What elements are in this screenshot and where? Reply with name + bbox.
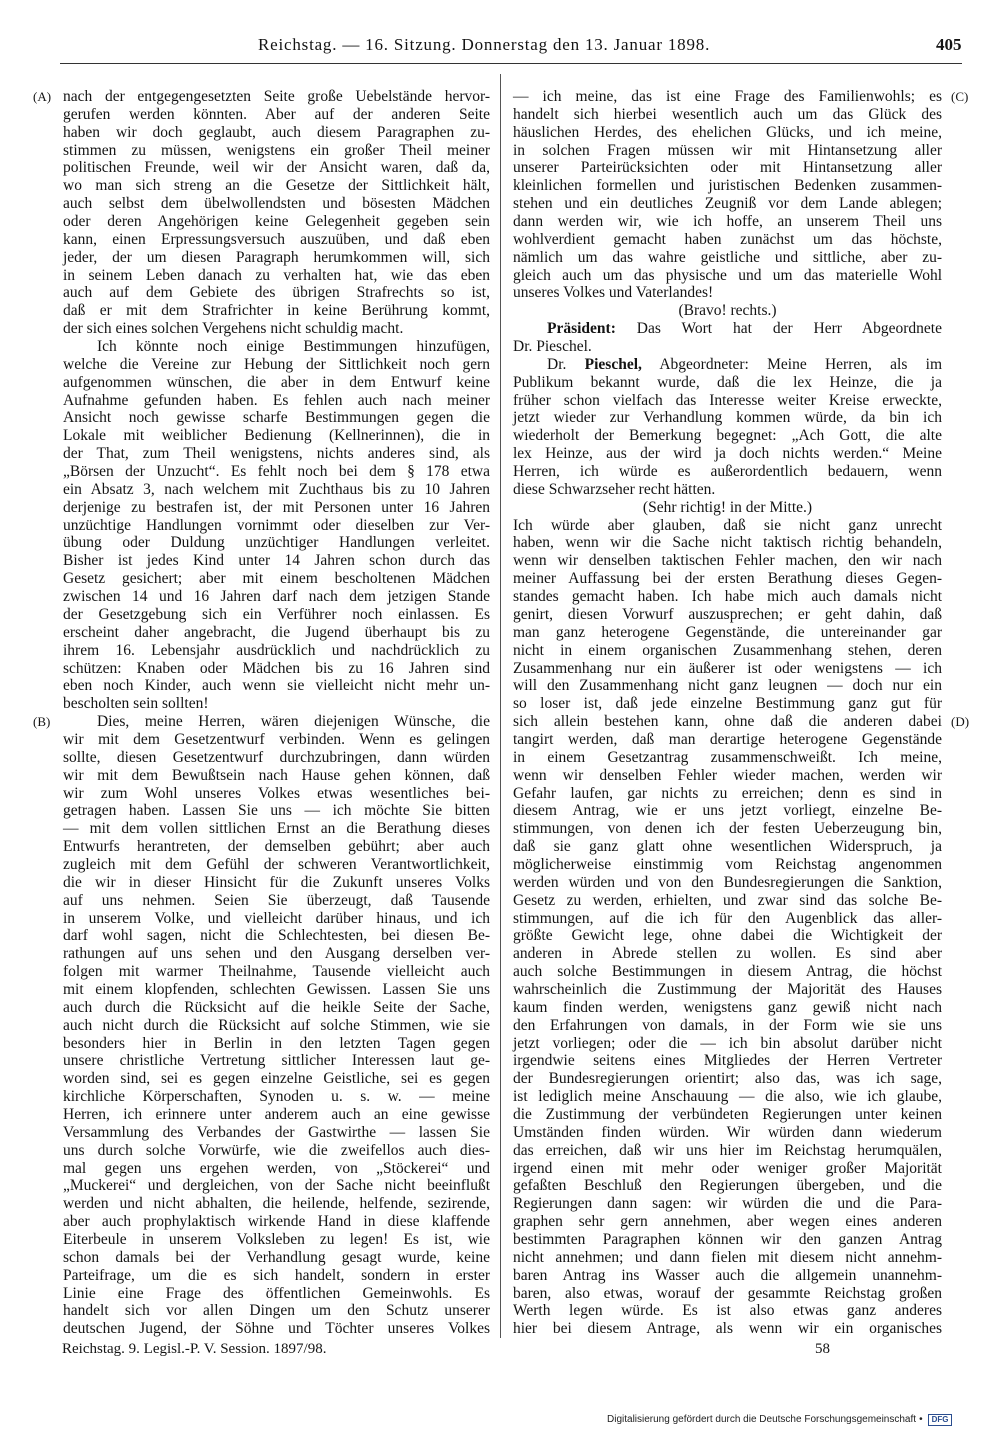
text-line: so loser ist, daß jede einzelne Bestimmung ganz gut für xyxy=(513,695,942,713)
text-line: wir zum Wohl unseres Volkes etwas wesentliches bei- xyxy=(63,784,490,802)
speech-text: Das Wort hat der Herr Abgeordnete xyxy=(636,320,942,338)
text-line: werden würden und von den Bundesregierungen die Sanktion, xyxy=(513,873,942,891)
speaker-name: Pieschel, xyxy=(584,355,642,373)
text-line: wenn wir denselben Fehler wieder machen, werden wir xyxy=(513,766,942,784)
text-line: jeder, der um diesen Paragraph herumkommen will, sich xyxy=(63,248,490,266)
text-line: diesem Antrag, wie er uns jetzt vorliegt, einzelne Be- xyxy=(513,802,942,820)
credit-separator: • xyxy=(919,1414,923,1425)
text-line: stimmungen, von denen ich der festen Ueberzeugung bin, xyxy=(513,820,942,838)
text-line: eben noch Kinder, auch wenn sie vielleicht nicht mehr un- xyxy=(63,677,490,695)
text-line: kann, einen Erpressungsversuch auszuüben, und daß eben xyxy=(63,230,490,248)
text-line: haben, wenn wir die Sache nicht taktisch richtig behandeln, xyxy=(513,534,942,552)
text-line: Gesetz gesichert; aber mit einem bescholtenen Mädchen xyxy=(63,570,490,588)
text-line: Werth legen würde. Es ist also etwas ganz anderes xyxy=(513,1302,942,1320)
text-line: Linie eine Frage des öffentlichen Gemeinwohls. Es xyxy=(63,1284,490,1302)
text-line: werden und nicht abhalten, die heilende, helfende, sezirende, xyxy=(63,1195,490,1213)
text-line: — ich meine, das ist eine Frage des Familienwohls; es xyxy=(513,88,942,105)
text-line: wir mit dem Bewußtsein nach Hause gehen können, daß xyxy=(63,766,490,784)
text-line xyxy=(513,320,942,338)
text-line: häuslichen Herdes, des ehelichen Glücks, und ich meine, xyxy=(513,123,942,141)
text-line: mit einem klopfenden, schlechten Gewissen. Lassen Sie uns xyxy=(63,980,490,998)
text-line: aber auch prophylaktisch wirkende Hand in diese klaffende xyxy=(63,1213,490,1231)
text-line: Ich könnte noch einige Bestimmungen hinzufügen, xyxy=(97,338,490,356)
text-line: der Gesetzgebung sich ein Verführer noch einlassen. Es xyxy=(63,605,490,623)
text-line: gefaßten Beschluß den Regierungen übergeben, und die xyxy=(513,1177,942,1195)
text-line: man ganz heterogene Gegenstände, die untereinander gar xyxy=(513,623,942,641)
text-line xyxy=(513,356,942,374)
interjection: (Sehr richtig! in der Mitte.) xyxy=(642,498,813,516)
text-line: wenn wir denselben taktischen Fehler machen, den wir nach xyxy=(513,552,942,570)
text-line: deutschen Jugend, der Söhne und Töchter unseres Volkes xyxy=(63,1320,490,1338)
text-line: der sich eines solchen Vergehens nicht schuldig macht. xyxy=(63,320,404,338)
text-line: Lokale mit weiblicher Bedienung (Kellnerinnen), die in xyxy=(63,427,490,445)
text-line: lex Heinze, aus der wird ja doch nichts werden.“ Meine xyxy=(513,445,942,463)
column-divider xyxy=(500,74,501,1338)
text-line: zugleich mit dem Gefühl der schweren Verantwortlichkeit, xyxy=(63,855,490,873)
digitization-credit xyxy=(607,1413,952,1427)
text-line: politischen Freunde, weil wir der Ansicht waren, daß da, xyxy=(63,159,490,177)
text-line: kirchliche Körperschaften, Synoden u. s. w. — meine xyxy=(63,1088,490,1106)
text-line: wohlverdient gemacht haben zunächst um das höchste, xyxy=(513,230,942,248)
text-line: in seinem Leben danach zu verhalten hat, wie das eben xyxy=(63,266,490,284)
text-line: schützen: Knaben oder Mädchen bis zu 16 Jahren sind xyxy=(63,659,490,677)
speech-text: Abgeordneter: Meine Herren, als im xyxy=(659,355,942,373)
text-line: oder deren Angehörigen keine Gelegenheit gegeben sein xyxy=(63,213,490,231)
right-column xyxy=(513,88,942,1338)
text-line: unzüchtige Handlungen vornimmt oder dieselben zur Ver- xyxy=(63,516,490,534)
text-line: die Zustimmung der verbündeten Regierungen unter keinen xyxy=(513,1105,942,1123)
footer-sheet-number: 58 xyxy=(815,1341,830,1357)
text-line: baren Antrag ins Wasser auch die allgemein unannehm- xyxy=(513,1266,942,1284)
text-line: stimmungen, auf die ich für den Augenblick das aller- xyxy=(513,909,942,927)
text-line: in unserem Volke, und vielleicht darüber hinaus, und ich xyxy=(63,909,490,927)
text-line: Aufnahme gefunden haben. Es fehlen auch nach meiner xyxy=(63,391,490,409)
text-line: stimmen zu müssen, wenigstens ein großer Theil meiner xyxy=(63,141,490,159)
text-line: auf uns nehmen. Seien Sie überzeugt, daß Tausende xyxy=(63,891,490,909)
text-line: der That, zum Theil wenigstens, nichts anderes sind, als xyxy=(63,445,490,463)
text-line: unserer Parteirücksichten oder mit Hintansetzung aller xyxy=(513,159,942,177)
text-line: — mit dem vollen sittlichen Ernst an die Berathung dieses xyxy=(63,820,490,838)
text-line: daß er mit dem Strafrichter in keine Berührung kommt, xyxy=(63,302,490,320)
text-line: der Bundesregierungen orientirt; also das, was ich sage, xyxy=(513,1070,942,1088)
text-line: meiner Auffassung bei der ersten Berathung dieses Gegen- xyxy=(513,570,942,588)
text-line: „Muckerei“ und dergleichen, von der Sache nicht beeinflußt xyxy=(63,1177,490,1195)
text-line: rathungen auf uns sehen und den Ausgang derselben ver- xyxy=(63,945,490,963)
text-line: kleinlichen formellen und juristischen Bedenken zusammen- xyxy=(513,177,942,195)
text-line: Dr. Pieschel. xyxy=(513,338,592,356)
text-line: übung oder Duldung unzüchtiger Handlungen verleitet. xyxy=(63,534,490,552)
text-line: tangirt werden, daß man derartige heterogene Gegenstände xyxy=(513,730,942,748)
text-line: Parteifrage, um die es sich handelt, sondern in erster xyxy=(63,1266,490,1284)
text-line: ihrem 16. Lebensjahr ausdrücklich und nachdrücklich zu xyxy=(63,641,490,659)
text-line: daß sie ganz glatt ohne wesentlichen Widerspruch, ja xyxy=(513,838,942,856)
margin-marker-b: (B) xyxy=(33,714,51,729)
text-line: Herren, ich erinnere unter anderem auch an eine gewisse xyxy=(63,1105,490,1123)
text-line: worden sind, sei es gegen einzelne Geistliche, sei es gegen xyxy=(63,1070,490,1088)
text-line: auch auf dem Gebiete des übrigen Strafrechts so ist, xyxy=(63,284,490,302)
text-line: schon damals bei der Verhandlung gesagt wurde, keine xyxy=(63,1248,490,1266)
text-line: ist lediglich meine Anschauung — die also, wie ich glaube, xyxy=(513,1088,942,1106)
text-line: sollte, diesen Gesetzentwurf durchzubringen, dann würden xyxy=(63,748,490,766)
text-line: „Börsen der Unzucht“. Es fehlt noch bei dem § 178 etwa xyxy=(63,463,490,481)
footer-session: Reichstag. 9. Legisl.-P. V. Session. 1897/98. xyxy=(62,1341,327,1357)
text-line: möglicherweise einstimmig vom Reichstag angenommen xyxy=(513,855,942,873)
text-line: haben wir doch geglaubt, auch diesem Paragraphen zu- xyxy=(63,123,490,141)
text-line: Zusammenhang nur ein äußerer ist oder wenigstens — ich xyxy=(513,659,942,677)
text-line: unseres Volkes und Vaterlandes! xyxy=(513,284,714,302)
text-line: handelt sich vor allen Dingen um den Schutz unserer xyxy=(63,1302,490,1320)
text-line: ein Absatz 3, nach welchem mit Zuchthaus bis zu 10 Jahren xyxy=(63,480,490,498)
text-line: Publikum bekannt wurde, daß die lex Heinze, die ja xyxy=(513,373,942,391)
text-line: mal gegen uns ergehen werden, von „Stöckerei“ und xyxy=(63,1159,490,1177)
text-line: Versammlung des Verbandes der Gastwirthe — lassen Sie xyxy=(63,1123,490,1141)
text-line: Gesetz zu werden, erhielten, und zwar sind das solche Be- xyxy=(513,891,942,909)
text-line: auch solche Bestimmungen in diesem Antrag, die höchst xyxy=(513,963,942,981)
text-line: dann werden wir, wie ich hoffe, an unserem Theil uns xyxy=(513,213,942,231)
speaker-title: Dr. xyxy=(547,355,567,373)
text-line: handelt sich hierbei wesentlich auch um das Glück des xyxy=(513,105,942,123)
text-line: bestimmten Paragraphen können wir den ganzen Antrag xyxy=(513,1231,942,1248)
text-line: Umständen finden würden. Wir würden dann wiederum xyxy=(513,1123,942,1141)
text-line: auch nicht durch die Rücksicht auf solche Stimmen, wie sie xyxy=(63,1016,490,1034)
text-line: früher schon vielfach das Interesse weiter Kreise erweckte, xyxy=(513,391,942,409)
text-line: anderen in Abrede stellen zu wollen. Es sind aber xyxy=(513,945,942,963)
header-rule xyxy=(60,63,962,64)
text-line: graphen sehr gern annehmen, aber wegen eines anderen xyxy=(513,1213,942,1231)
margin-marker-c: (C) xyxy=(951,89,969,104)
text-line: Eiterbeule in unserem Volksleben zu legen! Es ist, wie xyxy=(63,1231,490,1248)
text-line: Dies, meine Herren, wären diejenigen Wünsche, die xyxy=(97,713,490,731)
text-line: Entwurfs herantreten, der demselben gebührt; aber auch xyxy=(63,838,490,856)
text-line: irgend einen mit mehr oder weniger großer Majorität xyxy=(513,1159,942,1177)
running-header: Reichstag. — 16. Sitzung. Donnerstag den 13. Januar 1898. xyxy=(258,35,711,54)
text-line: jetzt vorliegen; oder die — ich bin absolut darüber nicht xyxy=(513,1034,942,1052)
text-line: wo man sich streng an die Gesetze der Sittlichkeit hält, xyxy=(63,177,490,195)
text-line: Bisher ist jedes Kind unter 14 Jahren schon durch das xyxy=(63,552,490,570)
text-line: in einem Gesetzantrag zusammenschweißt. Ich meine, xyxy=(513,748,942,766)
text-line: Ich würde aber glauben, daß sie nicht ganz unrecht xyxy=(513,516,942,534)
text-line: auch selbst dem übelwollendsten und bösesten Mädchen xyxy=(63,195,490,213)
text-line: besonders hier in Berlin in den letzten Tagen gegen xyxy=(63,1034,490,1052)
text-line: zwischen 14 und 16 Jahren darf nach dem jetzigen Stande xyxy=(63,588,490,606)
text-line: hier bei diesem Antrage, als wenn wir ein organisches xyxy=(513,1320,942,1338)
text-line: Regierungen dann sagen: wir würden die und die Para- xyxy=(513,1195,942,1213)
text-line: aufgenommen wünschen, die aber in dem Entwurf keine xyxy=(63,373,490,391)
text-line: will den Zusammenhang nicht ganz leugnen — doch nur ein xyxy=(513,677,942,695)
text-line: irgendwie seitens eines Mitgliedes der Herren Vertreter xyxy=(513,1052,942,1070)
text-line: Herren, ich würde es außerordentlich bedauern, wenn xyxy=(513,463,942,481)
text-line: diese Schwarzseher recht hätten. xyxy=(513,480,716,498)
text-line: auch durch die Rücksicht auf die heikle Seite der Sache, xyxy=(63,998,490,1016)
text-line: nämlich um das wahre geistliche und sittliche, aber zu- xyxy=(513,248,942,266)
text-line: derjenige zu bestrafen ist, der mit Personen unter 16 Jahren xyxy=(63,498,490,516)
text-line: genirt, diesen Vorwurf auszusprechen; er geht dahin, daß xyxy=(513,605,942,623)
text-line: das erreichen, daß wir uns hier im Reichstag herumquälen, xyxy=(513,1141,942,1159)
text-line: welche die Vereine zur Hebung der Sittlichkeit noch gern xyxy=(63,355,490,373)
text-line: nicht in einem organischen Zusammenhang stehen, deren xyxy=(513,641,942,659)
text-line: größte Gewicht lege, ohne dabei die Wichtigkeit der xyxy=(513,927,942,945)
text-line: baren, also etwas, worauf der gesammte Reichstag großen xyxy=(513,1284,942,1302)
text-line: Gefahr laufen, gar nichts zu erreichen; denn es sind in xyxy=(513,784,942,802)
dfg-logo-icon: DFG xyxy=(928,1414,953,1426)
text-line: die wir in dieser Hinsicht für die Zukunft unseres Volks xyxy=(63,873,490,891)
text-line: Ansicht noch gewisse scharfe Bestimmungen gegen die xyxy=(63,409,490,427)
credit-text: Digitalisierung gefördert durch die Deutsche Forschungsgemeinschaft xyxy=(607,1414,917,1425)
speaker-name: Präsident: xyxy=(547,320,616,338)
text-line: bescholten sein sollten! xyxy=(63,695,209,713)
text-line: jetzt wieder zur Verhandlung kommen würde, da bin ich xyxy=(513,409,942,427)
margin-marker-a: (A) xyxy=(33,89,52,104)
text-line: getragen haben. Lassen Sie uns — ich möchte Sie bitten xyxy=(63,802,490,820)
text-line: standes gemacht haben. Ich habe mich auch damals nicht xyxy=(513,588,942,606)
text-line: erscheint daher angebracht, die Jugend überhaupt bis zu xyxy=(63,623,490,641)
text-line: wiederholt der Bemerkung begegnet: „Ach Gott, die alte xyxy=(513,427,942,445)
text-line: sich allein bestehen kann, ohne daß die anderen dabei xyxy=(513,713,942,731)
text-line: nach der entgegengesetzten Seite große Uebelstände hervor- xyxy=(63,88,490,105)
text-line: nicht annehmen; und dann fielen mit diesem nicht annehm- xyxy=(513,1248,942,1266)
text-line: den Erfahrungen von damals, in der Form wie sie uns xyxy=(513,1016,942,1034)
text-line: folgen mit warmer Theilnahme, Tausende vielleicht auch xyxy=(63,963,490,981)
left-column xyxy=(63,88,490,1338)
text-line: gleich auch um das physische und um das materielle Wohl xyxy=(513,266,942,284)
page-number: 405 xyxy=(936,35,962,54)
text-line: in solchen Fragen müssen wir mit Hintansetzung aller xyxy=(513,141,942,159)
text-line: unsere christliche Vertretung sittlicher Interessen laut ge- xyxy=(63,1052,490,1070)
text-line: stehen und ein deutliches Zeugniß vor dem Lande ablegen; xyxy=(513,195,942,213)
interjection: (Bravo! rechts.) xyxy=(678,302,777,320)
text-line: uns durch solche Vorwürfe, wie die zweifellos auch dies- xyxy=(63,1141,490,1159)
text-line: gerufen werden könnten. Aber auf der anderen Seite xyxy=(63,105,490,123)
text-line: kaum finden werden, wenigstens ganz gewiß nicht nach xyxy=(513,998,942,1016)
text-line: darf wohl sagen, nicht die Schlechtesten, bei diesen Be- xyxy=(63,927,490,945)
text-line: wahrscheinlich die Zustimmung der Majorität des Hauses xyxy=(513,980,942,998)
margin-marker-d: (D) xyxy=(951,714,970,729)
text-line: wir mit dem Gesetzentwurf verbinden. Wenn es gelingen xyxy=(63,730,490,748)
